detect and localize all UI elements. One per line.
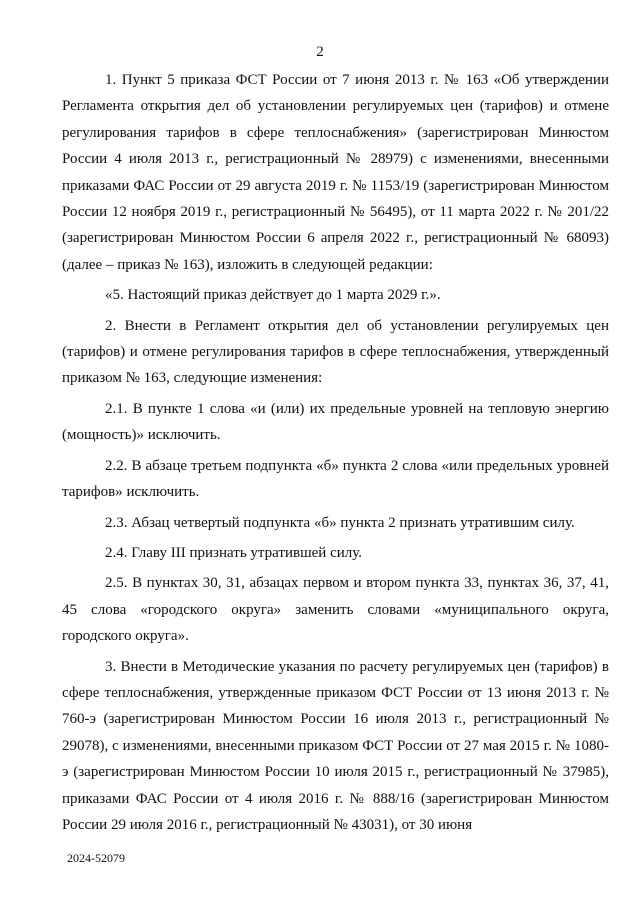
document-body (62, 67, 609, 842)
paragraph-quote: «5. Настоящий приказ действует до 1 марта 2029 г.». (105, 287, 441, 304)
page-number: 2 (316, 44, 324, 60)
paragraph-2-2: 2.2. В абзаце третьем подпункта «б» пункта 2 слова «или предельных уровней тарифов» исключить. (62, 457, 609, 501)
paragraph-2-5: 2.5. В пунктах 30, 31, абзацах первом и втором пункта 33, пунктах 36, 37, 41, 45 слова «городского округа» заменить словами «муниципального округа, городского округа». (62, 575, 609, 645)
paragraph-1: 1. Пункт 5 приказа ФСТ России от 7 июня 2013 г. № 163 «Об утверждении Регламента открытия дел об установлении регулируемых цен (тарифов) и отмене регулирования тарифов в сфере теплоснабжения» (зарегистрирован Минюстом России 4 июля 2013 г., регистрационный № 28979) с изменениями, внесенными приказами ФАС России от 29 августа 2019 г. № 1153/19 (зарегистрирован Минюстом России 12 ноября 2019 г., регистрационный № 56495), от 11 марта 2022 г. № 201/22 (зарегистрирован Минюстом России 6 апреля 2022 г., регистрационный № 68093) (далее – приказ № 163), изложить в следующей редакции: (62, 72, 609, 273)
paragraph-2-4: 2.4. Главу III признать утратившей силу. (105, 544, 362, 561)
paragraph-2: 2. Внести в Регламент открытия дел об установлении регулируемых цен (тарифов) и отмене регулирования тарифов в сфере теплоснабжения, утвержденный приказом № 163, следующие изменения: (62, 317, 609, 387)
paragraph-2-3: 2.3. Абзац четвертый подпункта «б» пункта 2 признать утратившим силу. (105, 514, 575, 531)
document-id: 2024-52079 (67, 851, 125, 865)
paragraph-2-1: 2.1. В пункте 1 слова «и (или) их предельные уровней на тепловую энергию (мощность)» исключить. (62, 400, 609, 444)
paragraph-3: 3. Внести в Методические указания по расчету регулируемых цен (тарифов) в сфере теплоснабжения, утвержденные приказом ФСТ России от 13 июня 2013 г. № 760-э (зарегистрирован Минюстом России 16 июля 2013 г., регистрационный № 29078), с изменениями, внесенными приказом ФСТ России от 27 мая 2015 г. № 1080-э (зарегистрирован Минюстом России 10 июля 2015 г., регистрационный № 37985), приказами ФАС России от 4 июля 2016 г. № 888/16 (зарегистрирован Минюстом России 29 июля 2016 г., регистрационный № 43031), от 30 июня (62, 658, 609, 833)
